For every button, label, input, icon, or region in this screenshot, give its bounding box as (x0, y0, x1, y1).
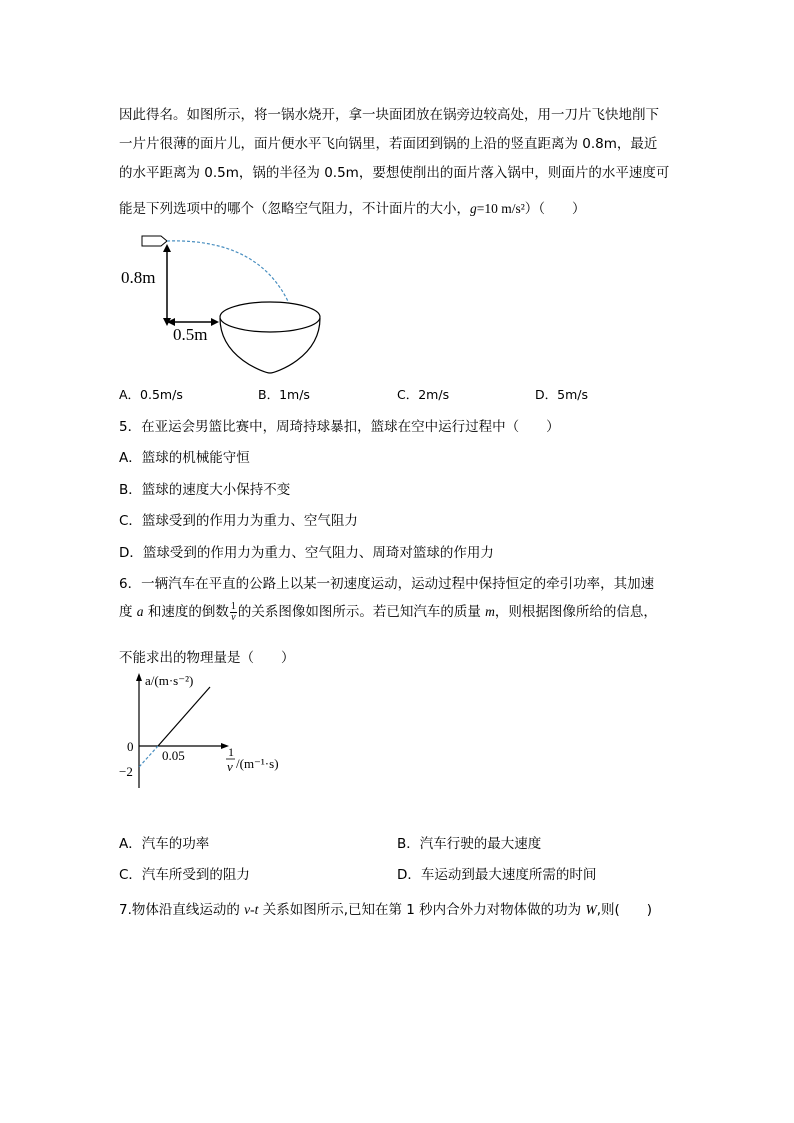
q6-m-symbol: m (485, 604, 495, 619)
q4-option-a[interactable]: A．0.5m/s (119, 387, 183, 402)
q6-line2-end: ，则根据图像所给的信息， (494, 604, 657, 620)
q6-a-symbol: a (136, 604, 144, 619)
blade-icon (142, 236, 167, 246)
q6-option-b[interactable]: B．汽车行驶的最大速度 (397, 836, 542, 852)
q6-line2-pre: 度 (119, 604, 137, 620)
q4-option-d[interactable]: D．5m/s (535, 387, 588, 402)
q6-option-d[interactable]: D．车运动到最大速度所需的时间 (397, 867, 597, 883)
q6-option-c[interactable]: C．汽车所受到的阻力 (119, 867, 250, 883)
q7-stem (119, 898, 652, 918)
q6-line3: 不能求出的物理量是（ ） (119, 650, 295, 666)
q6-graph (115, 670, 305, 795)
distance-label: 0.5m (173, 325, 208, 344)
y-axis-label: a/(m·s⁻²) (145, 673, 194, 688)
q7-w-symbol: W (585, 902, 597, 917)
q4-line1: 因此得名。如图所示，将一锅水烧开，拿一块面团放在锅旁边较高处，用一刀片飞快地削下 (119, 107, 659, 123)
x-label-num: 1 (228, 745, 234, 759)
q4-line2: 一片片很薄的面片儿，面片便水平飞向锅里，若面团到锅的上沿的竖直距离为 0.8m，最近 (119, 136, 658, 152)
q4-line3: 的水平距离为 0.5m，锅的半径为 0.5m，要想使削出的面片落入锅中，则面片的水平速度可 (119, 165, 670, 181)
q6-frac-num: 1 (230, 600, 236, 612)
q4-option-b[interactable]: B．1m/s (258, 387, 310, 402)
origin-label: 0 (127, 739, 134, 754)
q5-option-b[interactable]: B．篮球的速度大小保持不变 (119, 482, 291, 498)
q6-line2-post: 的关系图像如图所示。若已知汽车的质量 (237, 604, 486, 620)
q7-pre: 7.物体沿直线运动的 (119, 902, 245, 918)
x-tick-label: 0.05 (162, 748, 185, 763)
q4-line4 (119, 197, 586, 217)
q7-end: ,则( ) (596, 902, 653, 918)
q6-line1: 6．一辆汽车在平直的公路上以某一初速度运动，运动过程中保持恒定的牵引功率，其加速 (119, 576, 655, 592)
q5-option-a[interactable]: A．篮球的机械能守恒 (119, 450, 250, 466)
q4-line4-a: 能是下列选项中的哪个（忽略空气阻力，不计面片的大小， (119, 201, 470, 217)
q7-mid: 关系如图所示,已知在第 1 秒内合外力对物体做的功为 (258, 902, 586, 918)
q5-option-c[interactable]: C．篮球受到的作用力为重力、空气阻力 (119, 513, 358, 529)
q5-stem: 5．在亚运会男篮比赛中，周琦持球暴扣，篮球在空中运行过程中（ ） (119, 419, 560, 435)
q5-option-d[interactable]: D．篮球受到的作用力为重力、空气阻力、周琦对篮球的作用力 (119, 545, 494, 561)
q6-option-a[interactable]: A．汽车的功率 (119, 836, 210, 852)
data-line-solid (158, 687, 210, 746)
q6-line2-mid: 和速度的倒数 (143, 604, 229, 620)
height-label: 0.8m (121, 268, 156, 287)
q4-g-symbol: g (470, 201, 477, 216)
q4-line4-b: =10 m/s²）（ ） (476, 201, 586, 216)
y-neg-tick: −2 (119, 764, 133, 779)
x-label-den: v (227, 759, 233, 774)
q6-line2 (119, 600, 657, 623)
q6-inline-fraction (230, 602, 237, 623)
q4-figure (115, 228, 335, 378)
q4-option-c[interactable]: C．2m/s (397, 387, 450, 402)
pot-rim (220, 302, 320, 332)
x-label-unit: /(m⁻¹·s) (236, 756, 279, 771)
q6-frac-den: v (231, 611, 236, 623)
q7-vt: v-t (244, 902, 259, 917)
data-line-dashed (139, 746, 158, 767)
